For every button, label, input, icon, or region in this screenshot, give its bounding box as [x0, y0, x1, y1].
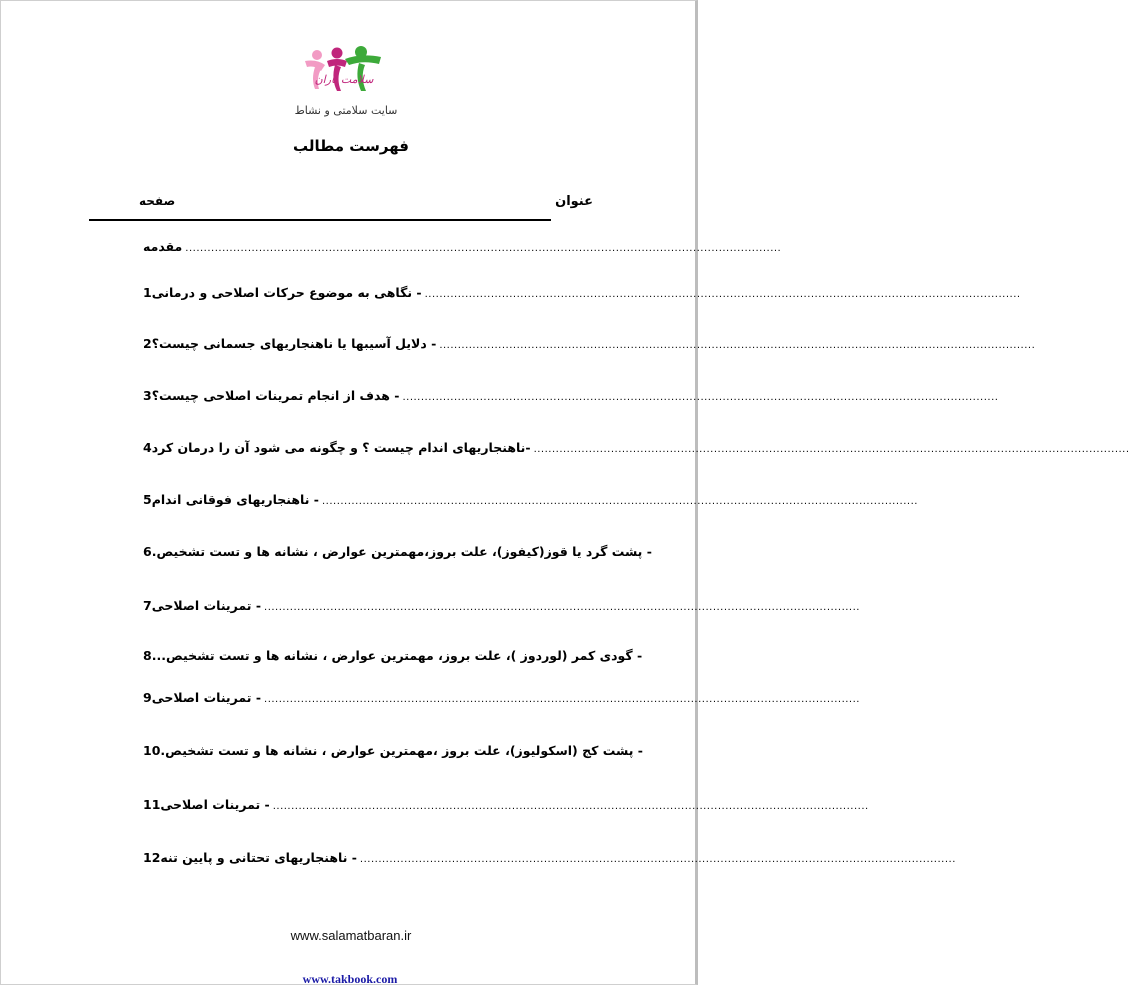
footer-link[interactable]: www.takbook.com [302, 972, 398, 986]
toc-entry-number: 11 [143, 797, 161, 812]
toc-entry-label: - ناهنجاریهای تحتانی و پایین تنه [160, 850, 357, 865]
toc-entry-number: 2 [143, 336, 152, 351]
toc-entry-leader: .................................................................................................................................................................. [264, 694, 860, 705]
toc-entry[interactable] [141, 690, 860, 705]
toc-entry-leader: .................................................................................................................................................................. [533, 444, 1130, 455]
toc-entry-leader: .................................................................................................................................................................. [439, 340, 1036, 351]
svg-text:سلامت باران: سلامت باران [314, 73, 374, 86]
toc-entry[interactable] [141, 850, 956, 865]
toc-entry[interactable] [141, 648, 643, 663]
toc-entry-number: 1 [143, 285, 152, 300]
toc-entry-number: 8 [143, 648, 152, 663]
toc-entry[interactable] [141, 797, 869, 812]
page-title: فهرست مطالب [293, 137, 409, 155]
toc-entry-label: - تمرینات اصلاحی [151, 598, 262, 613]
toc-entry-leader: .................................................................................................................................................................. [321, 496, 918, 507]
toc-entry-number: 9 [143, 690, 152, 705]
toc-entry-label: - ناهنجاریهای فوقانی اندام [151, 492, 319, 507]
toc-entry[interactable] [141, 285, 1021, 300]
toc-entry-leader: .................................................................................................................................................................. [359, 854, 956, 865]
toc-entry-leader: .................................................................................................................................................................. [402, 392, 999, 403]
column-header-page: صفحه [139, 194, 176, 208]
toc-entry-label: مقدمه [143, 239, 183, 254]
salamatbaran-logo [301, 45, 387, 97]
footer-website: www.salamatbaran.ir [290, 928, 412, 943]
toc-entry-label: - پشت گرد یا قوز(کیفوز)، علت بروز،مهمترین عوارض ، نشانه ها و تست تشخیص. [151, 544, 652, 559]
toc-entry[interactable] [141, 743, 643, 758]
toc-entry-label: - گودی کمر (لوردوز )، علت بروز، مهمترین عوارض ، نشانه ها و تست تشخیص... [151, 648, 643, 663]
toc-entry-leader: .................................................................................................................................................................. [424, 289, 1021, 300]
toc-entry-number: 12 [143, 850, 161, 865]
toc-entry-leader: .................................................................................................................................................................. [264, 602, 860, 613]
toc-entry-label: - تمرینات اصلاحی [160, 797, 270, 812]
header-divider [89, 219, 551, 221]
toc-entry[interactable] [141, 440, 1130, 455]
toc-entry[interactable] [141, 239, 782, 254]
toc-entry[interactable] [141, 544, 652, 559]
toc-entry-number: 5 [143, 492, 152, 507]
toc-entry[interactable] [141, 388, 999, 403]
toc-entry-label: - تمرینات اصلاحی [151, 690, 262, 705]
toc-entry[interactable] [141, 598, 860, 613]
toc-entry-number: 10 [143, 743, 161, 758]
toc-entry-label: -ناهنجاریهای اندام چیست ؟ و چگونه می شود آن را درمان کرد [151, 440, 531, 455]
toc-entry-label: - دلایل آسیبها یا ناهنجاریهای جسمانی چیست؟ [151, 336, 437, 351]
toc-entry-label: - پشت کج (اسکولیوز)، علت بروز ،مهمترین عوارض ، نشانه ها و تست تشخیص. [160, 743, 643, 758]
toc-entry-label: - نگاهی به موضوع حرکات اصلاحی و درمانی [151, 285, 422, 300]
toc-entry-number: 3 [143, 388, 152, 403]
toc-entry[interactable] [141, 492, 918, 507]
toc-entry-number: 7 [143, 598, 152, 613]
toc-entry-label: - هدف از انجام تمرینات اصلاحی چیست؟ [151, 388, 400, 403]
toc-entry-leader: .................................................................................................................................................................. [272, 801, 869, 812]
toc-entry-number: 6 [143, 544, 152, 559]
toc-entry[interactable] [141, 336, 1036, 351]
toc-entry-leader: .................................................................................................................................................................. [185, 243, 782, 254]
toc-entry-number: 4 [143, 440, 152, 455]
column-header-title: عنوان [555, 194, 593, 209]
logo-tagline: سایت سلامتی و نشاط [294, 104, 398, 117]
